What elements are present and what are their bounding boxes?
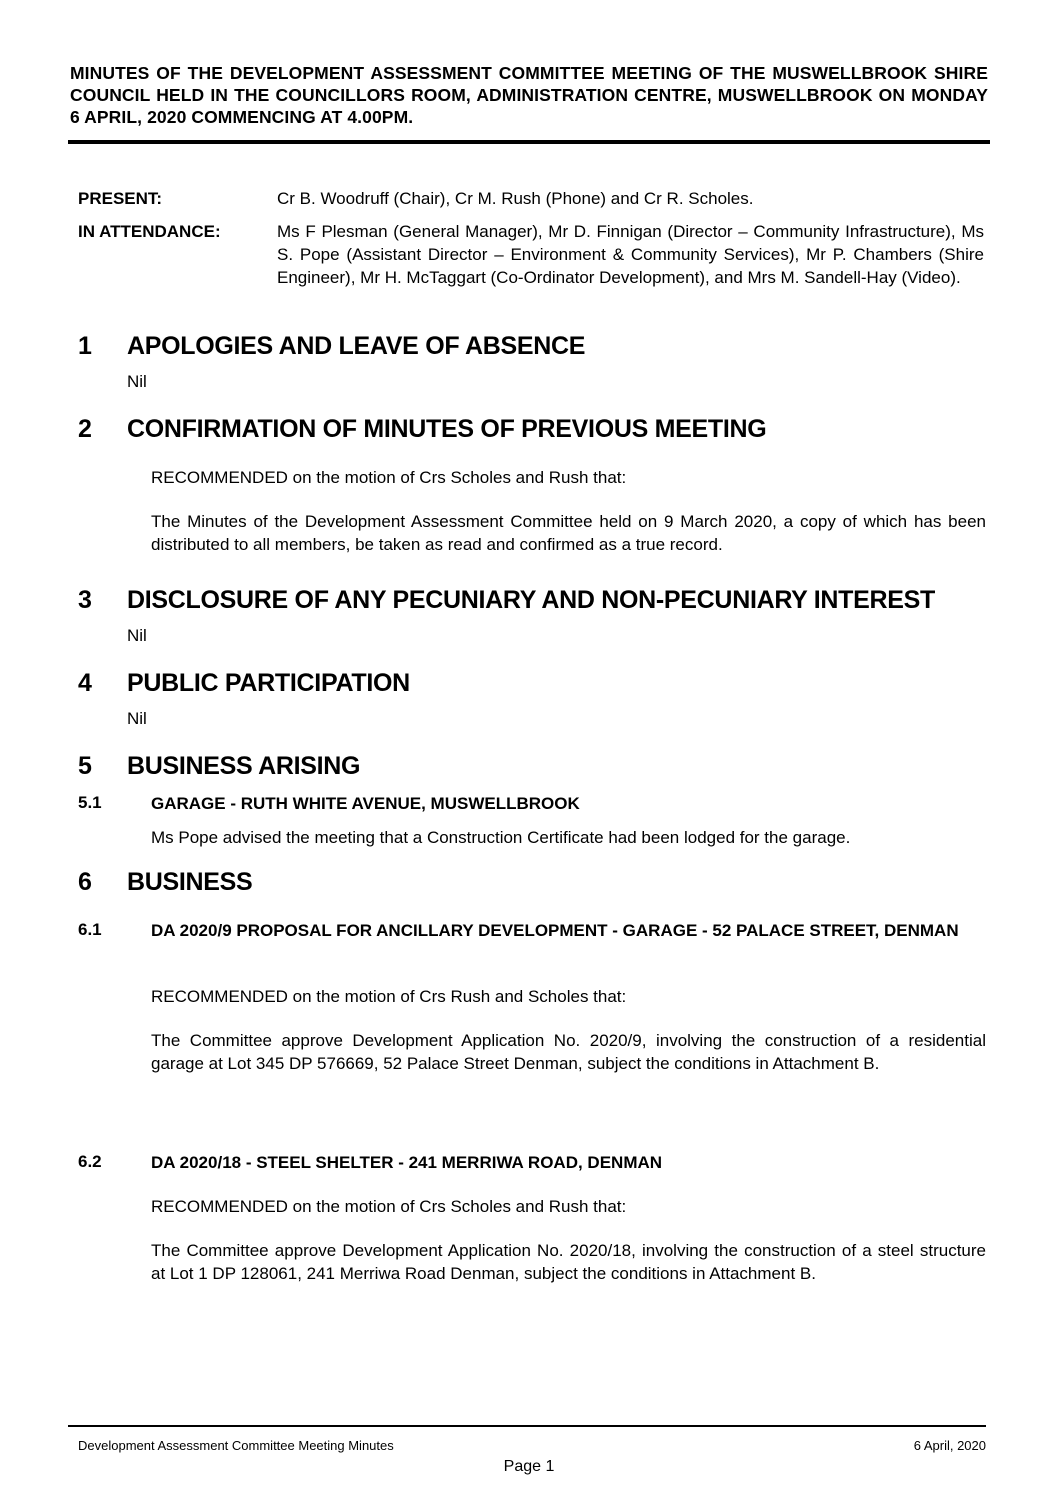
item-6-2-resolution: The Committee approve Development Application No. 2020/18, involving the construction of a steel structure at Lot 1 DP 128061, 241 Merriwa Road Denman, subject the conditions in Attachment B. — [151, 1241, 986, 1283]
present-label: PRESENT: — [78, 189, 163, 208]
section-3-title: DISCLOSURE OF ANY PECUNIARY AND NON-PECUNIARY INTEREST — [127, 586, 935, 614]
section-2-motion: RECOMMENDED on the motion of Crs Scholes and Rush that: — [151, 468, 627, 487]
section-2-number: 2 — [78, 415, 92, 443]
section-2-title: CONFIRMATION OF MINUTES OF PREVIOUS MEETING — [127, 415, 767, 443]
item-6-1-resolution: The Committee approve Development Application No. 2020/9, involving the construction of a residential garage at Lot 345 DP 576669, 52 Palace Street Denman, subject the conditions in Attachment B. — [151, 1031, 986, 1073]
footer-divider — [68, 1425, 986, 1427]
footer-document-name: Development Assessment Committee Meeting Minutes — [78, 1438, 394, 1453]
item-5-1-title: GARAGE - RUTH WHITE AVENUE, MUSWELLBROOK — [151, 794, 580, 813]
section-1-body: Nil — [127, 372, 147, 391]
present-value: Cr B. Woodruff (Chair), Cr M. Rush (Phone) and Cr R. Scholes. — [277, 189, 754, 208]
section-5-number: 5 — [78, 752, 92, 780]
item-6-2-title: DA 2020/18 - STEEL SHELTER - 241 MERRIWA ROAD, DENMAN — [151, 1153, 663, 1172]
item-6-2-number: 6.2 — [78, 1152, 102, 1171]
in-attendance-label: IN ATTENDANCE: — [78, 222, 221, 241]
item-6-2-motion: RECOMMENDED on the motion of Crs Scholes and Rush that: — [151, 1197, 627, 1216]
item-6-1-title: DA 2020/9 PROPOSAL FOR ANCILLARY DEVELOPMENT - GARAGE - 52 PALACE STREET, DENMAN — [151, 921, 959, 940]
section-5-title: BUSINESS ARISING — [127, 752, 361, 780]
section-2-resolution: The Minutes of the Development Assessment Committee held on 9 March 2020, a copy of which has been distributed to all members, be taken as read and confirmed as a true record. — [151, 512, 986, 554]
item-6-1-motion: RECOMMENDED on the motion of Crs Rush and Scholes that: — [151, 987, 627, 1006]
item-5-1-body: Ms Pope advised the meeting that a Construction Certificate had been lodged for the garage. — [151, 828, 851, 847]
section-3-number: 3 — [78, 586, 92, 614]
in-attendance-value: Ms F Plesman (General Manager), Mr D. Finnigan (Director – Community Infrastructure), Ms S. Pope (Assistant Director – Environment & Community Services), Mr P. Chambers (Shire Engineer), Mr H. McTaggart (Co-Ordinator Development), and Mrs M. Sandell-Hay (Video). — [277, 222, 984, 287]
footer-date: 6 April, 2020 — [913, 1438, 986, 1453]
item-6-1-number: 6.1 — [78, 920, 102, 939]
section-6-title: BUSINESS — [127, 868, 253, 896]
section-4-title: PUBLIC PARTICIPATION — [127, 669, 410, 697]
section-3-body: Nil — [127, 626, 147, 645]
page-number: Page 1 — [503, 1458, 555, 1475]
document-title: MINUTES OF THE DEVELOPMENT ASSESSMENT COMMITTEE MEETING OF THE MUSWELLBROOK SHIRE COUNCIL HELD IN THE COUNCILLORS ROOM, ADMINISTRATION CENTRE, MUSWELLBROOK ON MONDAY 6 APRIL, 2020 COMMENCING AT 4.00PM. — [70, 63, 988, 127]
section-4-body: Nil — [127, 709, 147, 728]
section-1-number: 1 — [78, 332, 92, 360]
section-6-number: 6 — [78, 868, 92, 896]
header-divider — [68, 140, 990, 144]
section-1-title: APOLOGIES AND LEAVE OF ABSENCE — [127, 332, 586, 360]
item-5-1-number: 5.1 — [78, 793, 102, 812]
section-4-number: 4 — [78, 669, 92, 697]
